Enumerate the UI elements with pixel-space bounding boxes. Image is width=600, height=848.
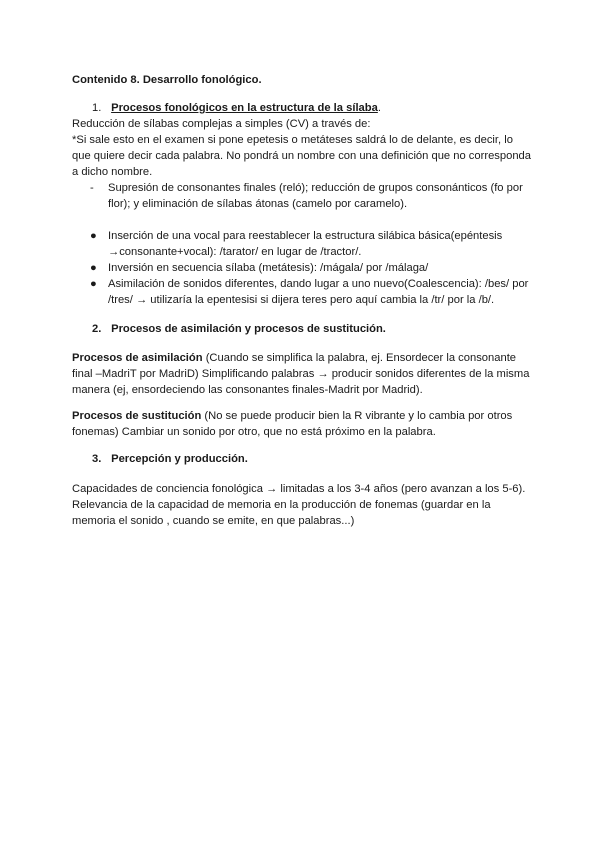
- dash-marker: -: [90, 182, 94, 194]
- bullet-list: [72, 228, 532, 308]
- capacidades-paragraph: Capacidades de conciencia fonológica → limitadas a los 3-4 años (pero avanzan a los 5-6). Relevancia de la capacidad de memoria en la producción de fonemas (guardar en la memoria el sonido , cuando se emite, en que palabras...): [72, 483, 526, 527]
- dash-list: [72, 180, 532, 212]
- list-item-text: Inversión en secuencia sílaba (metátesis): /mágala/ por /málaga/: [108, 262, 429, 274]
- document-title: Contenido 8. Desarrollo fonológico.: [72, 74, 262, 86]
- bullet-marker: ●: [90, 262, 97, 274]
- list-item-text: Supresión de consonantes finales (reló); reducción de grupos consonánticos (fo por flor); y eliminación de sílabas átonas (camelo por caramelo).: [108, 182, 523, 210]
- section-2-number: 2.: [92, 323, 102, 335]
- list-item: [72, 260, 532, 276]
- asimilacion-paragraph: [72, 350, 532, 398]
- asimilacion-term: Procesos de asimilación: [72, 352, 203, 364]
- section-3-heading: [92, 451, 248, 467]
- section-1-note: *Si sale esto en el examen si pone epetesis o metáteses saldrá lo de delante, es decir, lo que quiere decir cada palabra. No pondrá un nombre con una definición que no corresponda a dicho nombre.: [72, 134, 532, 178]
- list-item: [72, 228, 532, 260]
- bullet-marker: ●: [90, 278, 97, 290]
- section-2-title: Procesos de asimilación y procesos de sustitución.: [111, 323, 386, 335]
- section-1-intro: Reducción de sílabas complejas a simples (CV) a través de:: [72, 118, 371, 130]
- section-3-title: Percepción y producción.: [111, 453, 248, 465]
- list-item-text: Asimilación de sonidos diferentes, dando lugar a uno nuevo(Coalescencia): /bes/ por /tres/ → utilizaría la epentesisi si dijera teres pero aquí cambia la /tr/ por la /b/.: [108, 278, 529, 306]
- section-1-title: Procesos fonológicos en la estructura de la sílaba: [111, 102, 378, 114]
- sustitucion-text: (No se puede producir bien la R vibrante y lo cambia por otros fonemas) Cambiar un sonido por otro, que no está próximo en la palabra.: [72, 410, 513, 438]
- section-1-heading: [92, 100, 381, 116]
- bullet-marker: ●: [90, 230, 97, 242]
- section-3-number: 3.: [92, 453, 102, 465]
- section-1-number: 1.: [92, 102, 102, 114]
- list-item: [72, 276, 532, 308]
- sustitucion-term: Procesos de sustitución: [72, 410, 202, 422]
- section-1-title-period: .: [377, 102, 381, 114]
- sustitucion-paragraph: [72, 408, 532, 440]
- asimilacion-text: (Cuando se simplifica la palabra, ej. Ensordecer la consonante final –MadriT por MadriD) Simplificando palabras → producir sonidos diferentes de la misma manera (ej, ensordeciendo las consonantes finales-Madrit por Madrid).: [72, 352, 530, 396]
- list-item: [72, 180, 532, 212]
- list-item-text: Inserción de una vocal para reestablecer la estructura silábica básica(epéntesis →consonante+vocal): /tarator/ en lugar de /tractor/.: [108, 230, 503, 258]
- section-2-heading: [92, 321, 386, 337]
